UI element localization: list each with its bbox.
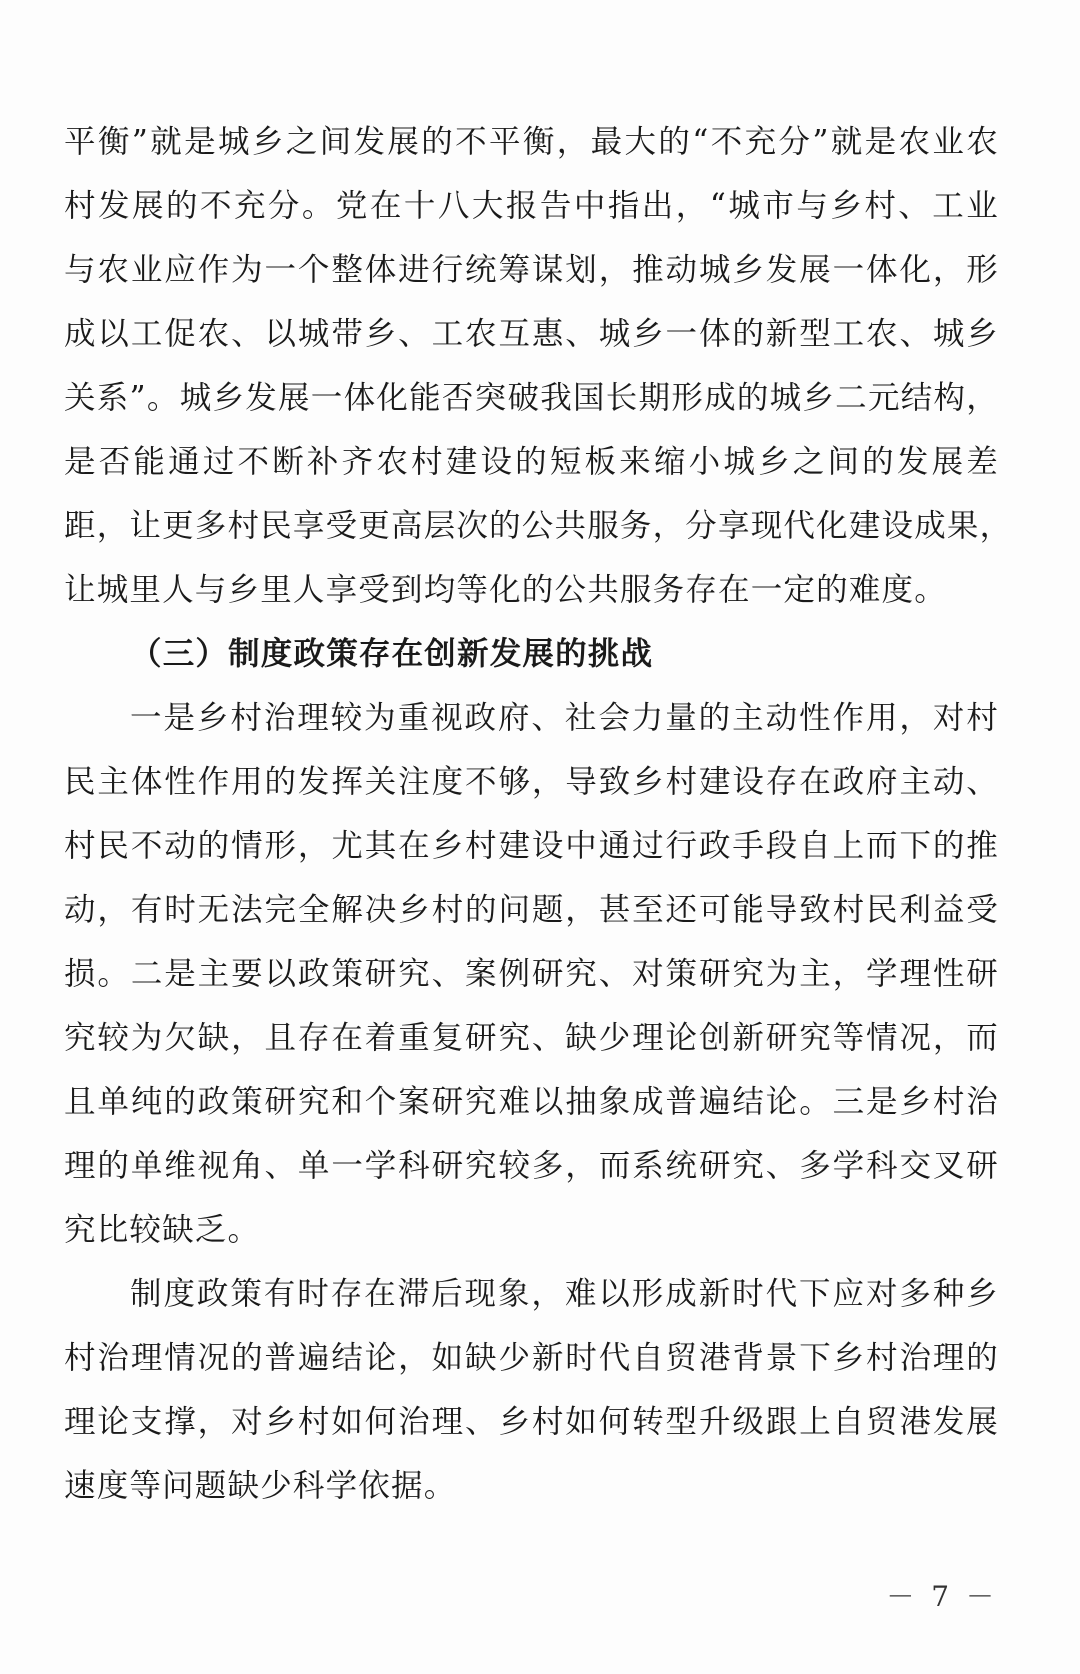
text-line: 究比较缺乏。: [64, 1212, 261, 1248]
text-line: 损。二是主要以政策研究、案例研究、对策研究为主，学理性研: [64, 956, 999, 992]
page-number: － 7 －: [886, 1580, 998, 1613]
text-line: 村民不动的情形，尤其在乡村建设中通过行政手段自上而下的推: [64, 828, 999, 864]
text-line: 一是乡村治理较为重视政府、社会力量的主动性作用，对村: [130, 700, 999, 736]
text-line: 村治理情况的普遍结论，如缺少新时代自贸港背景下乡村治理的: [64, 1340, 999, 1376]
text-line: 关系”。城乡发展一体化能否突破我国长期形成的城乡二元结构，: [64, 380, 999, 416]
paragraph-institutional-challenges: [64, 686, 999, 1262]
text-line: 动，有时无法完全解决乡村的问题，甚至还可能导致村民利益受: [64, 892, 999, 928]
text-line: 让城里人与乡里人享受到均等化的公共服务存在一定的难度。: [64, 572, 947, 608]
section-heading-block: [64, 622, 999, 686]
text-line: 且单纯的政策研究和个案研究难以抽象成普遍结论。三是乡村治: [64, 1084, 999, 1120]
text-line: 距，让更多村民享受更高层次的公共服务，分享现代化建设成果，: [64, 508, 1013, 544]
text-line: 理的单维视角、单一学科研究较多，而系统研究、多学科交叉研: [64, 1148, 999, 1184]
text-line: 与农业应作为一个整体进行统筹谋划，推动城乡发展一体化，形: [64, 252, 999, 288]
text-line: 平衡”就是城乡之间发展的不平衡，最大的“不充分”就是农业农: [64, 124, 999, 160]
text-line: 制度政策有时存在滞后现象，难以形成新时代下应对多种乡: [130, 1276, 999, 1312]
text-line: 村发展的不充分。党在十八大报告中指出，“城市与乡村、工业: [64, 188, 999, 224]
text-line: 理论支撑，对乡村如何治理、乡村如何转型升级跟上自贸港发展: [64, 1404, 999, 1440]
text-line: 究较为欠缺，且存在着重复研究、缺少理论创新研究等情况，而: [64, 1020, 999, 1056]
text-line: 是否能通过不断补齐农村建设的短板来缩小城乡之间的发展差: [64, 444, 999, 480]
text-line: 成以工促农、以城带乡、工农互惠、城乡一体的新型工农、城乡: [64, 316, 999, 352]
text-line: 速度等问题缺少科学依据。: [64, 1468, 457, 1504]
paragraph-policy-lag: [64, 1262, 999, 1518]
text-line: 民主体性作用的发挥关注度不够，导致乡村建设存在政府主动、: [64, 764, 999, 800]
section-heading: （三）制度政策存在创新发展的挑战: [130, 635, 654, 672]
paragraph-urban-rural: [64, 110, 1013, 622]
